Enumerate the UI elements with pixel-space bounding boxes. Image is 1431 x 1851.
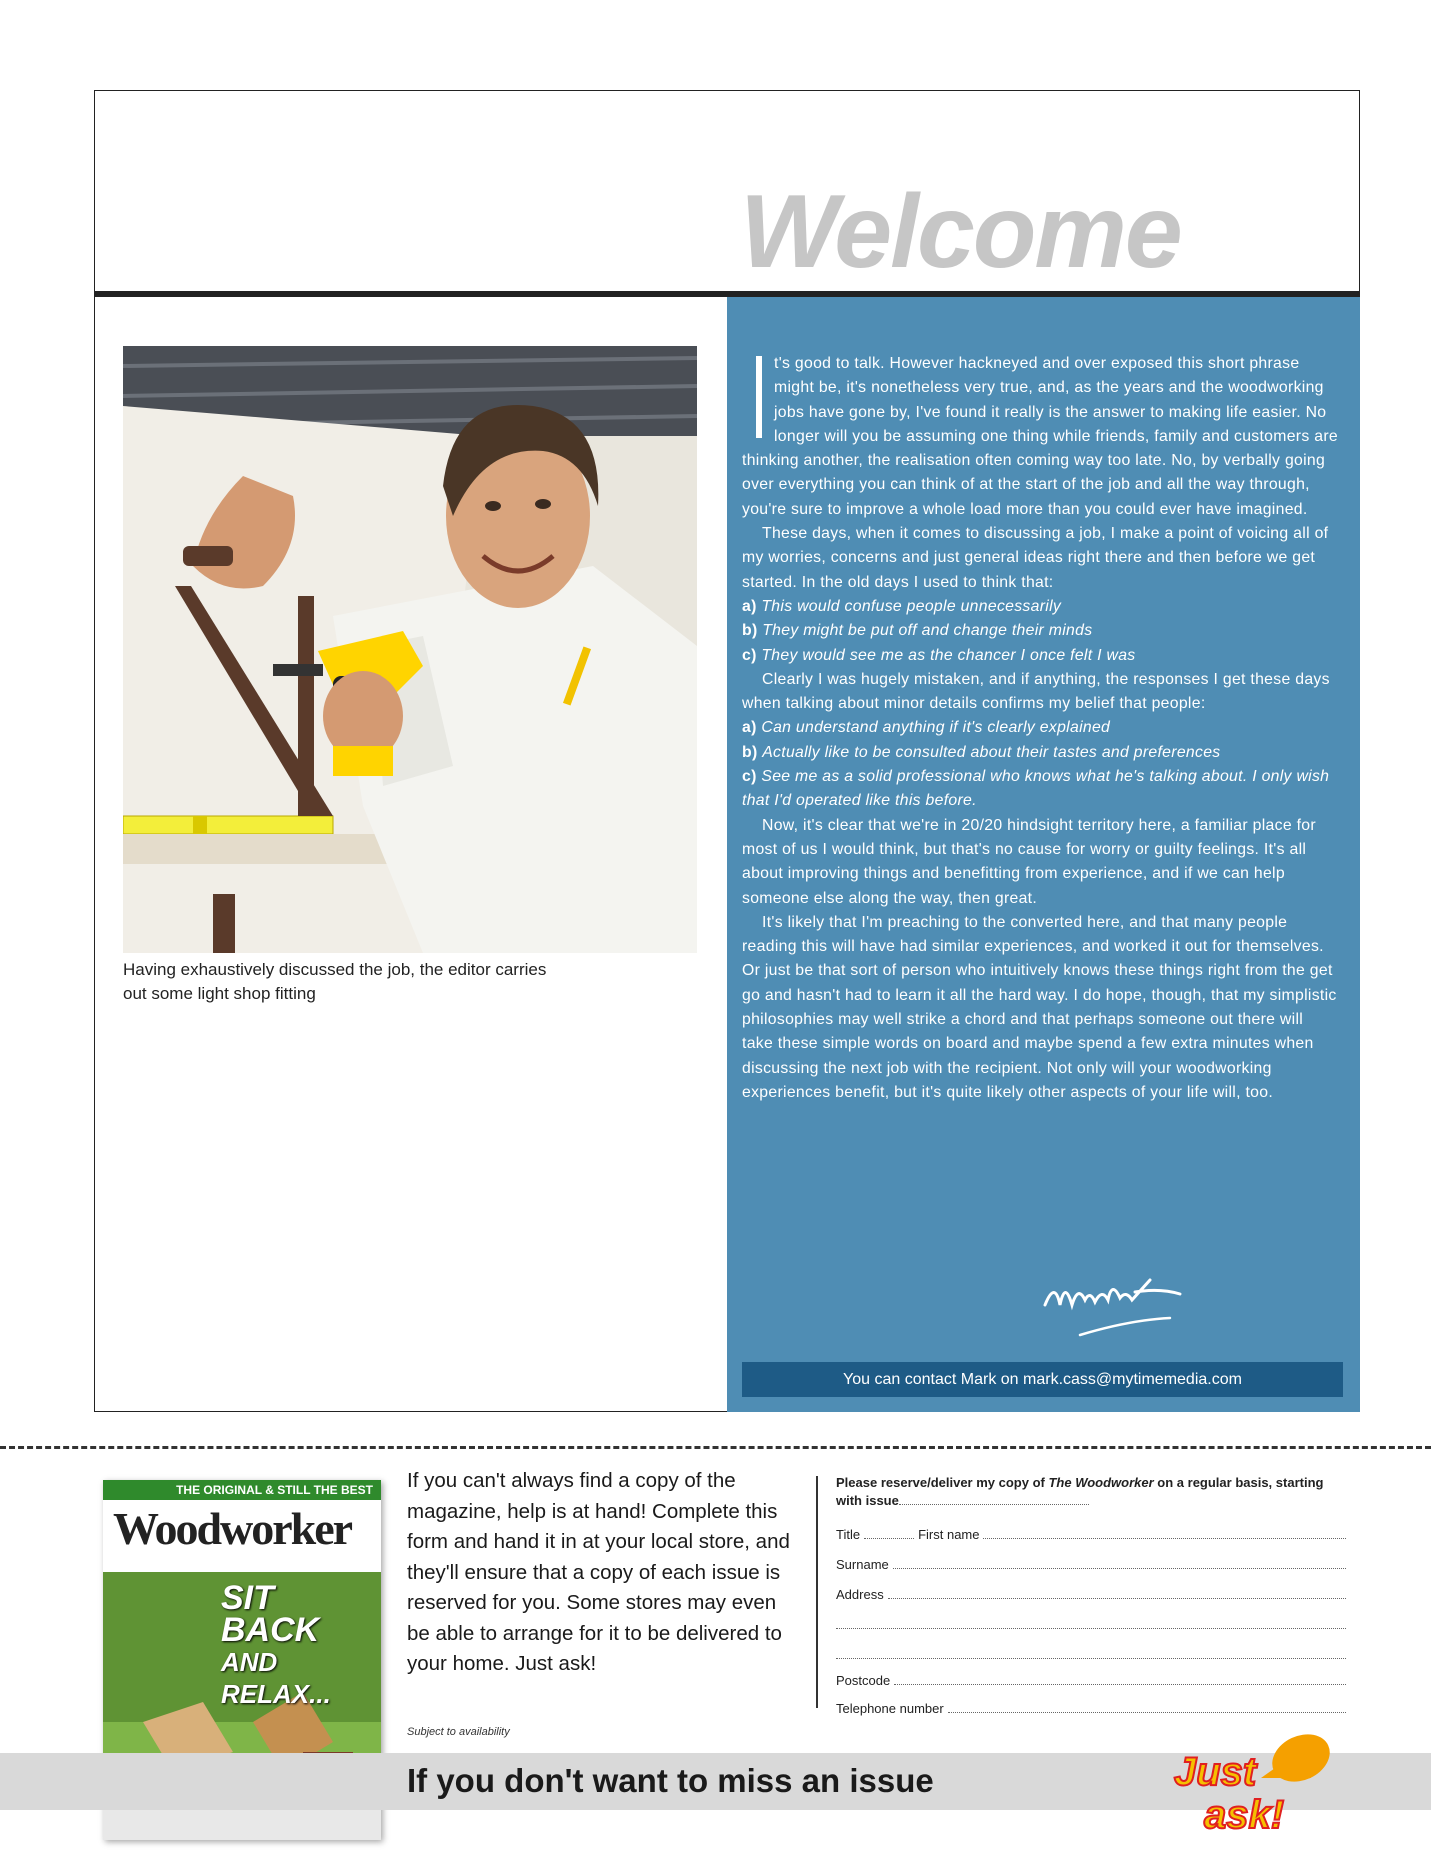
telephone-field[interactable] <box>948 1712 1346 1713</box>
postcode-field[interactable] <box>894 1684 1346 1685</box>
list-item: c) See me as a solid professional who knows what he's talking about. I only wish that I'd operated like this before. <box>742 768 1330 810</box>
reservation-form <box>836 1474 1346 1716</box>
postcode-row <box>836 1670 1346 1688</box>
just-ask-logo <box>1166 1723 1336 1838</box>
cover-headline: SIT BACK AND RELAX... <box>221 1579 331 1709</box>
address-row-2 <box>836 1614 1346 1632</box>
banner-headline: If you don't want to miss an issue <box>407 1762 934 1799</box>
form-intro: Please reserve/deliver my copy of The Woodworker on a regular basis, starting with issue <box>836 1475 1324 1508</box>
signature-mark <box>1040 1260 1190 1340</box>
surname-label: Surname <box>836 1557 889 1572</box>
cover-masthead: Woodworker <box>113 1503 352 1554</box>
address-row-3 <box>836 1644 1346 1662</box>
paragraph-4: Now, it's clear that we're in 20/20 hindsight territory here, a familiar place for most of us I would think, but that's no cause for worry or guilty feelings. It's all about improving things and benefitting from experience, and if we can help someone else along the way, then great. <box>742 816 1316 907</box>
list-item: b) They might be put off and change their minds <box>742 622 1093 640</box>
drop-cap-i <box>742 356 774 441</box>
editor-photo-illustration <box>123 346 697 953</box>
list-item: a) This would confuse people unnecessarily <box>742 597 1062 615</box>
list-item: c) They would see me as the chancer I once felt I was <box>742 646 1136 664</box>
telephone-row <box>836 1698 1346 1716</box>
editorial-text <box>742 352 1338 1105</box>
photo-caption: Having exhaustively discussed the job, the editor carries out some light shop fitting <box>123 960 547 1003</box>
promo-text: If you can't always find a copy of the magazine, help is at hand! Complete this form and hand it in at your local store, and they'll ensure that a copy of each issue is reserved for you. Some stores may even be able to arrange for it to be delivered to your home. Just ask! <box>407 1469 790 1675</box>
address-field-line-2[interactable] <box>836 1628 1346 1629</box>
address-row <box>836 1584 1346 1602</box>
logo-ask: ask! <box>1204 1793 1285 1837</box>
title-label: Title <box>836 1527 861 1542</box>
editor-photo <box>123 346 697 953</box>
cut-line <box>0 1446 1431 1449</box>
telephone-label: Telephone number <box>836 1701 944 1716</box>
address-field-line-3[interactable] <box>836 1658 1346 1659</box>
first-name-field[interactable] <box>983 1538 1346 1539</box>
cover-strapline: THE ORIGINAL & STILL THE BEST <box>103 1480 381 1500</box>
logo-just: Just <box>1174 1750 1257 1794</box>
title-field[interactable] <box>864 1538 914 1539</box>
surname-row <box>836 1554 1346 1572</box>
first-name-label: First name <box>918 1527 980 1542</box>
surname-field[interactable] <box>893 1568 1346 1569</box>
paragraph-5: It's likely that I'm preaching to the converted here, and that many people reading this will have had similar experiences, and worked it out for themselves. Or just be that sort of person who intuitively knows these things right from the get go and hasn't had to learn it all the hard way. I do hope, though, that my simplistic philosophies may well strike a chord and that perhaps someone out there will take these simple words on board and maybe spend a few extra minutes when discussing the next job with the recipient. Not only will your woodworking experiences benefit, but it's quite likely other aspects of your life will, too. <box>742 913 1337 1101</box>
list-item: a) Can understand anything if it's clearly explained <box>742 719 1111 737</box>
paragraph-1: t's good to talk. However hackneyed and over exposed this short phrase might be, it's nonetheless very true, and, as the years and the woodworking jobs have gone by, I've found it really is the answer to making life easier. No longer will you be assuming one thing while friends, family and customers are thinking another, the realisation often coming way too late. No, by verbally going over everything you can think of at the start of the job and all the way through, you're sure to improve a whole load more than you could ever have imagined. <box>742 355 1338 518</box>
title-name-row <box>836 1524 1346 1542</box>
postcode-label: Postcode <box>836 1673 891 1688</box>
availability-note: Subject to availability <box>407 1726 510 1738</box>
address-label: Address <box>836 1587 884 1602</box>
form-divider <box>816 1476 818 1708</box>
list-item: b) Actually like to be consulted about their tastes and preferences <box>742 743 1221 761</box>
address-field[interactable] <box>888 1598 1346 1599</box>
paragraph-2: These days, when it comes to discussing a job, I make a point of voicing all of my worries, concerns and just general ideas right there and then before we get started. In the old days I used to think that: <box>742 525 1329 591</box>
paragraph-3: Clearly I was hugely mistaken, and if anything, the responses I get these days when talking about minor details confirms my belief that people: <box>742 670 1330 713</box>
contact-bar: You can contact Mark on mark.cass@mytimemedia.com <box>742 1362 1343 1397</box>
page-title: Welcome <box>740 174 1181 290</box>
